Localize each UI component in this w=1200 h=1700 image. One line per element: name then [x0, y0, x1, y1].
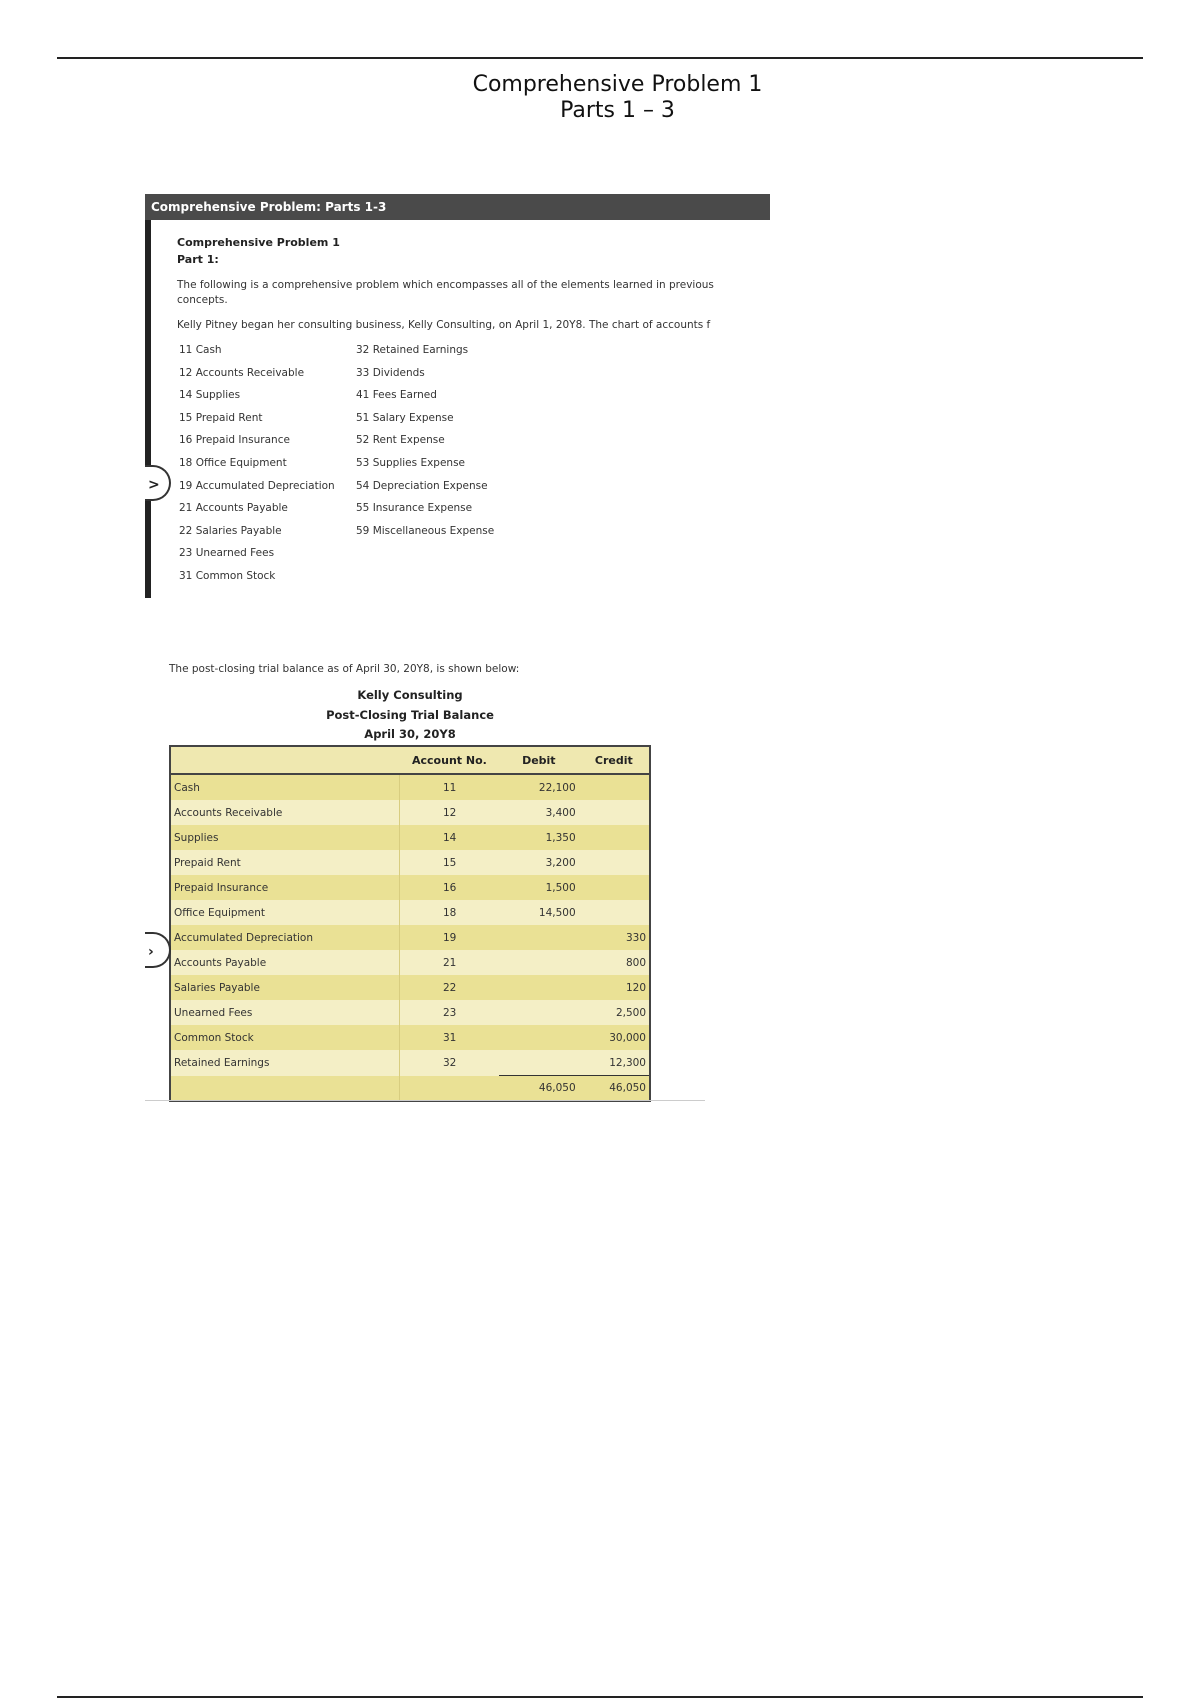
problem-panel-screenshot	[145, 194, 770, 598]
account-number-cell: 21	[400, 950, 499, 975]
page-title	[0, 72, 1200, 124]
account-list-item: 16 Prepaid Insurance	[179, 434, 290, 447]
account-number-cell: 18	[400, 900, 499, 925]
credit-cell	[579, 850, 650, 875]
account-number-cell: 15	[400, 850, 499, 875]
totals-row	[170, 1076, 650, 1102]
debit-cell	[499, 1025, 579, 1050]
table-row	[170, 925, 650, 950]
account-list-item: 41 Fees Earned	[356, 389, 437, 402]
trial-balance-lead: The post-closing trial balance as of April 30, 20Y8, is shown below:	[169, 663, 520, 675]
account-cell: Retained Earnings	[170, 1050, 400, 1076]
account-list-item	[356, 542, 556, 565]
trial-balance-table	[169, 745, 651, 1102]
account-cell: Cash	[170, 774, 400, 800]
credit-cell	[579, 800, 650, 825]
next-arrow-button-2[interactable]: ›	[145, 932, 171, 968]
credit-cell: 330	[579, 925, 650, 950]
table-header-row	[170, 746, 650, 774]
account-list-item: 31 Common Stock	[179, 569, 276, 582]
table-row	[170, 975, 650, 1000]
table-row	[170, 1000, 650, 1025]
table-row	[170, 900, 650, 925]
account-list-item: 21 Accounts Payable	[179, 502, 288, 515]
problem-heading: Comprehensive Problem 1	[177, 236, 340, 249]
account-list-item: 51 Salary Expense	[356, 411, 454, 424]
account-list-item: 18 Office Equipment	[179, 456, 287, 469]
account-cell: Accounts Receivable	[170, 800, 400, 825]
account-number-cell: 31	[400, 1025, 499, 1050]
account-number-cell: 23	[400, 1000, 499, 1025]
account-cell: Unearned Fees	[170, 1000, 400, 1025]
account-list-item: 32 Retained Earnings	[356, 344, 469, 356]
kelly-intro-text: Kelly Pitney began her consulting business, Kelly Consulting, on April 1, 20Y8. The chart of accounts f	[177, 319, 711, 331]
account-list-item: 55 Insurance Expense	[356, 502, 473, 515]
table-row	[170, 950, 650, 975]
title-line-1: Comprehensive Problem 1	[472, 72, 763, 97]
account-list-item: 15 Prepaid Rent	[179, 411, 263, 424]
debit-cell: 1,500	[499, 875, 579, 900]
table-row	[170, 850, 650, 875]
account-cell: Office Equipment	[170, 900, 400, 925]
account-list-item: 59 Miscellaneous Expense	[356, 524, 495, 537]
table-row	[170, 1025, 650, 1050]
panel-content	[177, 234, 770, 588]
credit-cell	[579, 825, 650, 850]
title-line-2: Parts 1 – 3	[560, 98, 675, 123]
panel-title-bar: Comprehensive Problem: Parts 1-3	[145, 194, 770, 220]
account-list-item: 22 Salaries Payable	[179, 524, 282, 537]
panel-left-border	[145, 220, 151, 598]
credit-cell: 2,500	[579, 1000, 650, 1025]
account-list-item: 11 Cash	[179, 344, 222, 356]
credit-cell: 12,300	[579, 1050, 650, 1076]
totals-label-cell	[170, 1076, 400, 1102]
total-debit-cell: 46,050	[499, 1076, 579, 1102]
account-list-item: 52 Rent Expense	[356, 434, 445, 447]
debit-cell	[499, 950, 579, 975]
account-cell: Salaries Payable	[170, 975, 400, 1000]
account-list-item: 14 Supplies	[179, 389, 241, 402]
column-header-debit: Debit	[499, 746, 579, 774]
table-row	[170, 774, 650, 800]
company-name: Kelly Consulting	[357, 688, 463, 702]
account-cell: Accumulated Depreciation	[170, 925, 400, 950]
account-list-item: 53 Supplies Expense	[356, 456, 466, 469]
account-cell: Common Stock	[170, 1025, 400, 1050]
account-cell: Accounts Payable	[170, 950, 400, 975]
debit-cell	[499, 1050, 579, 1076]
account-cell: Prepaid Insurance	[170, 875, 400, 900]
intro-line-2: concepts.	[177, 294, 228, 306]
account-list-item: 12 Accounts Receivable	[179, 366, 305, 379]
column-header-credit: Credit	[579, 746, 650, 774]
bottom-rule	[57, 1696, 1143, 1698]
top-rule	[57, 57, 1143, 59]
intro-line-1: The following is a comprehensive problem which encompasses all of the elements learned in previous	[177, 279, 714, 291]
chart-of-accounts	[179, 339, 770, 588]
credit-cell	[579, 774, 650, 800]
next-arrow-button-1[interactable]: >	[145, 465, 171, 501]
totals-number-cell	[400, 1076, 499, 1102]
account-number-cell: 16	[400, 875, 499, 900]
account-number-cell: 12	[400, 800, 499, 825]
debit-cell: 22,100	[499, 774, 579, 800]
statement-name: Post-Closing Trial Balance	[326, 707, 494, 722]
table-row	[170, 800, 650, 825]
screenshot-baseline	[145, 1100, 705, 1101]
debit-cell	[499, 975, 579, 1000]
column-header-account	[170, 746, 400, 774]
part-heading: Part 1:	[177, 253, 219, 266]
account-cell: Prepaid Rent	[170, 850, 400, 875]
debit-cell	[499, 1000, 579, 1025]
trial-balance-screenshot	[145, 660, 705, 1102]
credit-cell	[579, 900, 650, 925]
table-row	[170, 875, 650, 900]
total-credit-cell: 46,050	[579, 1076, 650, 1102]
debit-cell: 1,350	[499, 825, 579, 850]
credit-cell: 800	[579, 950, 650, 975]
debit-cell: 3,400	[499, 800, 579, 825]
account-number-cell: 32	[400, 1050, 499, 1076]
table-row	[170, 825, 650, 850]
table-row	[170, 1050, 650, 1076]
account-cell: Supplies	[170, 825, 400, 850]
intro-text	[177, 278, 770, 308]
account-number-cell: 11	[400, 774, 499, 800]
debit-cell: 14,500	[499, 900, 579, 925]
column-header-account-no: Account No.	[400, 746, 499, 774]
account-number-cell: 14	[400, 825, 499, 850]
account-number-cell: 22	[400, 975, 499, 1000]
debit-cell	[499, 925, 579, 950]
account-list-item: 19 Accumulated Depreciation	[179, 479, 335, 492]
credit-cell	[579, 875, 650, 900]
account-list-item	[356, 565, 556, 588]
debit-cell: 3,200	[499, 850, 579, 875]
statement-heading	[145, 686, 675, 745]
account-list-item: 23 Unearned Fees	[179, 547, 275, 560]
credit-cell: 30,000	[579, 1025, 650, 1050]
account-list-item: 33 Dividends	[356, 366, 425, 379]
account-list-item: 54 Depreciation Expense	[356, 479, 488, 492]
credit-cell: 120	[579, 975, 650, 1000]
account-number-cell: 19	[400, 925, 499, 950]
statement-date: April 30, 20Y8	[364, 727, 456, 741]
